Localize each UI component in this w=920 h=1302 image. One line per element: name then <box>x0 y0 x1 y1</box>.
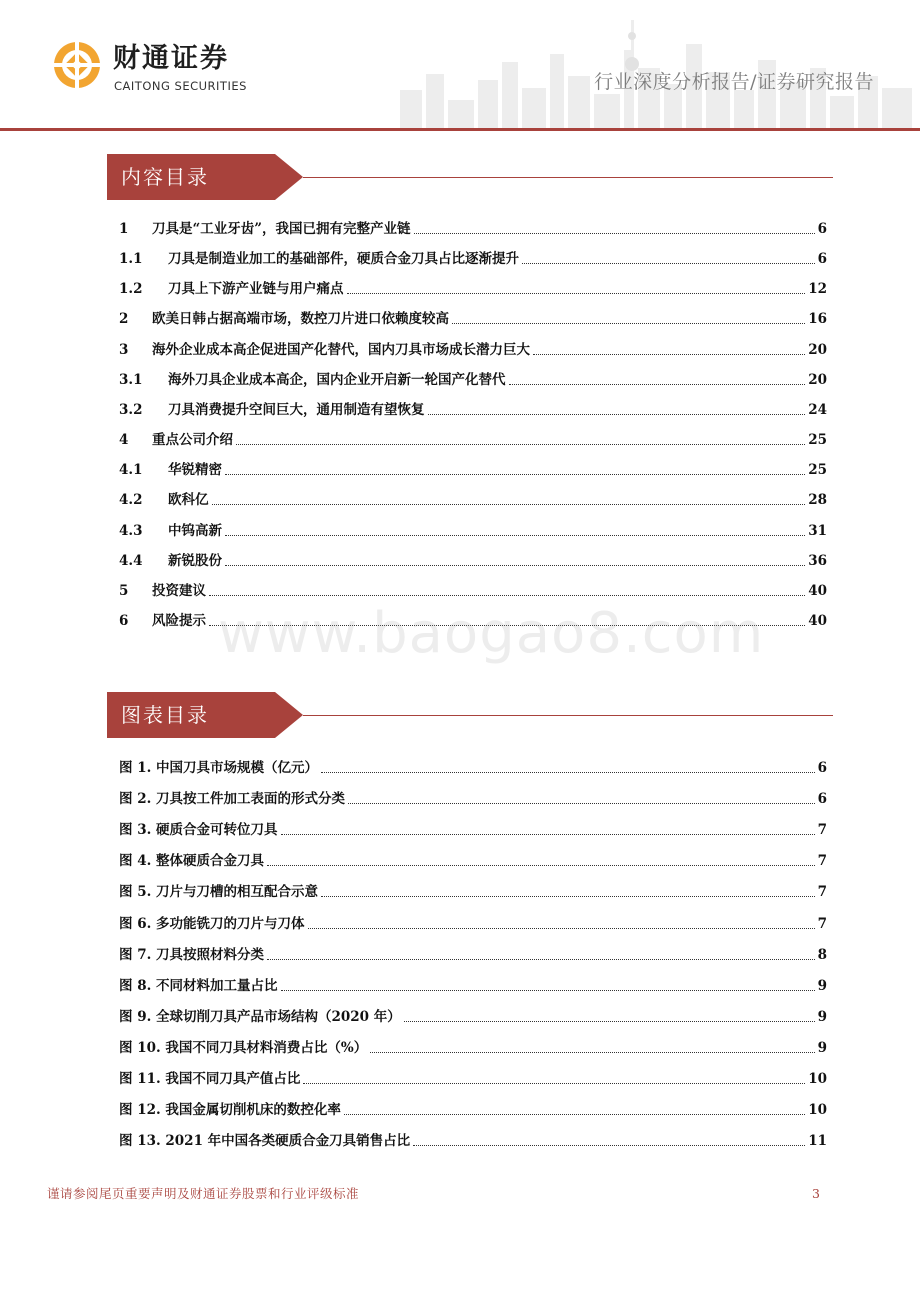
figure-entry[interactable] <box>119 1098 827 1120</box>
figure-entry-page: 9 <box>817 977 827 994</box>
toc-entry-number: 4.1 <box>119 462 143 479</box>
figure-entry[interactable] <box>119 849 827 871</box>
dot-leader <box>348 803 815 804</box>
toc-entry-number: 3.2 <box>119 401 143 418</box>
contents-heading-rule <box>303 177 833 178</box>
header-divider <box>0 128 920 131</box>
brand-name-en: CAITONG SECURITIES <box>114 79 247 93</box>
toc-entry-title: 海外企业成本高企促进国产化替代，国内刀具市场成长潜力巨大 <box>152 341 530 358</box>
toc-entry[interactable] <box>119 338 827 360</box>
figure-entry[interactable] <box>119 912 827 934</box>
toc-entry[interactable] <box>119 579 827 601</box>
toc-entry-number: 4.3 <box>119 522 143 539</box>
toc-entry[interactable] <box>119 217 827 239</box>
figure-entry-title: 图 8. 不同材料加工量占比 <box>119 977 278 994</box>
figure-entry-page: 6 <box>817 791 827 808</box>
caitong-logo-icon <box>52 40 102 90</box>
figure-entry-title: 图 4. 整体硬质合金刀具 <box>119 853 264 870</box>
dot-leader <box>404 1021 815 1022</box>
toc-entry-title: 中钨高新 <box>168 522 222 539</box>
toc-entry[interactable] <box>119 519 827 541</box>
toc-entry[interactable] <box>119 247 827 269</box>
toc-entry[interactable] <box>119 549 827 571</box>
dot-leader <box>212 504 806 505</box>
toc-entry-title: 风险提示 <box>152 612 206 629</box>
toc-entry-title: 华锐精密 <box>168 462 222 479</box>
toc-entry-page: 25 <box>808 432 827 449</box>
figure-entry-title: 图 11. 我国不同刀具产值占比 <box>119 1071 301 1087</box>
figure-entry[interactable] <box>119 974 827 996</box>
toc-entry-title: 刀具消费提升空间巨大，通用制造有望恢复 <box>168 401 425 418</box>
dot-leader <box>344 1114 805 1115</box>
dot-leader <box>522 263 815 264</box>
dot-leader <box>452 323 805 324</box>
figure-entry[interactable] <box>119 943 827 965</box>
figure-entry-title: 图 13. 2021 年中国各类硬质合金刀具销售占比 <box>119 1133 411 1150</box>
dot-leader <box>281 834 815 835</box>
dot-leader <box>347 293 806 294</box>
dot-leader <box>509 384 806 385</box>
dot-leader <box>303 1083 805 1084</box>
figure-entry-page: 11 <box>808 1133 827 1150</box>
toc-entry-number: 4.4 <box>119 552 143 569</box>
figure-entry[interactable] <box>119 756 827 778</box>
toc-entry-page: 16 <box>808 311 827 328</box>
figure-entry-title: 图 9. 全球切削刀具产品市场结构（2020 年） <box>119 1008 401 1025</box>
city-skyline-graphic <box>390 10 920 128</box>
toc-entry-page: 20 <box>808 341 827 358</box>
figure-entry-page: 7 <box>817 853 827 870</box>
figures-heading-label: 图表目录 <box>121 703 209 727</box>
dot-leader <box>267 959 815 960</box>
toc-entry-page: 25 <box>808 462 827 479</box>
toc-entry-number: 3.1 <box>119 371 143 388</box>
watermark: www.baogao8.com <box>218 601 765 666</box>
toc-entry-title: 投资建议 <box>152 582 206 599</box>
toc-entry-title: 海外刀具企业成本高企，国内企业开启新一轮国产化替代 <box>168 371 506 388</box>
figure-entry-title: 图 2. 刀具按工件加工表面的形式分类 <box>119 791 345 808</box>
dot-leader <box>321 772 815 773</box>
toc-entry-page: 6 <box>817 251 827 268</box>
dot-leader <box>533 354 805 355</box>
toc-entry[interactable] <box>119 488 827 510</box>
figure-entry-page: 6 <box>817 760 827 776</box>
page-header <box>0 0 920 135</box>
toc-entry-number: 4 <box>119 432 129 449</box>
figure-entry-title: 图 3. 硬质合金可转位刀具 <box>119 822 278 839</box>
figure-entry-title: 图 10. 我国不同刀具材料消费占比（%） <box>119 1039 368 1056</box>
figure-entry-page: 7 <box>817 884 827 901</box>
dot-leader <box>225 474 805 475</box>
figures-heading-rule <box>303 715 833 716</box>
figure-entry[interactable] <box>119 1067 827 1089</box>
toc-entry-number: 3 <box>119 341 129 358</box>
dot-leader <box>428 414 806 415</box>
toc-entry-page: 36 <box>808 552 827 569</box>
figure-entry[interactable] <box>119 1005 827 1027</box>
dot-leader <box>281 990 815 991</box>
dot-leader <box>225 565 805 566</box>
figure-entry-page: 8 <box>817 946 827 963</box>
toc-entry[interactable] <box>119 398 827 420</box>
toc-entry[interactable] <box>119 458 827 480</box>
dot-leader <box>236 444 805 445</box>
figure-entry-title: 图 7. 刀具按照材料分类 <box>119 946 264 963</box>
toc-entry-title: 刀具上下游产业链与用户痛点 <box>168 281 344 298</box>
dot-leader <box>413 1145 805 1146</box>
figure-entry-page: 7 <box>817 915 827 932</box>
footer-disclaimer: 谨请参阅尾页重要声明及财通证券股票和行业评级标准 <box>47 1186 360 1201</box>
report-type-label: 行业深度分析报告/证券研究报告 <box>594 71 874 93</box>
toc-entry[interactable] <box>119 368 827 390</box>
toc-entry-title: 欧美日韩占据高端市场，数控刀片进口依赖度较高 <box>152 311 449 328</box>
toc-entry-number: 1.1 <box>119 251 143 268</box>
figure-entry[interactable] <box>119 818 827 840</box>
contents-heading <box>107 154 833 200</box>
dot-leader <box>414 233 815 234</box>
dot-leader <box>267 865 815 866</box>
toc-entry-page: 6 <box>817 221 827 237</box>
toc-entry-title: 刀具是制造业加工的基础部件，硬质合金刀具占比逐渐提升 <box>168 251 519 268</box>
figure-entry-title: 图 5. 刀片与刀槽的相互配合示意 <box>119 884 318 901</box>
dot-leader <box>308 928 815 929</box>
dot-leader <box>209 595 805 596</box>
toc-entry-number: 1 <box>119 221 129 237</box>
toc-entry-page: 24 <box>808 401 827 418</box>
dot-leader <box>225 535 805 536</box>
figure-entry[interactable] <box>119 787 827 809</box>
figure-entry[interactable] <box>119 1036 827 1058</box>
toc-entry-number: 1.2 <box>119 281 143 298</box>
figure-entry-title: 图 12. 我国金属切削机床的数控化率 <box>119 1102 341 1119</box>
figure-entry-title: 图 1. 中国刀具市场规模（亿元） <box>119 760 318 776</box>
dot-leader <box>370 1052 814 1053</box>
toc-entry-title: 重点公司介绍 <box>152 432 233 449</box>
toc-entry-page: 20 <box>808 371 827 388</box>
figure-entry-page: 9 <box>817 1008 827 1025</box>
toc-entry-number: 4.2 <box>119 492 143 509</box>
toc-entry-page: 40 <box>808 582 827 599</box>
toc-entry-number: 2 <box>119 311 129 328</box>
toc-entry-page: 40 <box>808 612 827 629</box>
brand-name-cn: 财通证券 <box>113 43 229 74</box>
toc-entry[interactable] <box>119 307 827 329</box>
toc-entry-title: 刀具是“工业牙齿”，我国已拥有完整产业链 <box>152 221 411 237</box>
toc-entry-title: 欧科亿 <box>168 492 209 509</box>
toc-entry[interactable] <box>119 277 827 299</box>
figures-heading <box>107 692 833 738</box>
toc-entry-page: 28 <box>808 492 827 509</box>
figure-entry[interactable] <box>119 880 827 902</box>
toc-entry-number: 5 <box>119 582 129 599</box>
figure-entry-page: 9 <box>817 1039 827 1056</box>
toc-entry-page: 12 <box>808 281 827 298</box>
figure-entry-page: 10 <box>808 1102 827 1119</box>
toc-entry-title: 新锐股份 <box>168 552 222 569</box>
figure-entry[interactable] <box>119 1129 827 1151</box>
figure-entry-title: 图 6. 多功能铣刀的刀片与刀体 <box>119 915 305 932</box>
contents-heading-label: 内容目录 <box>121 165 209 189</box>
toc-entry[interactable] <box>119 428 827 450</box>
toc-entry-number: 6 <box>119 612 129 629</box>
figure-entry-page: 10 <box>808 1071 827 1087</box>
page-number: 3 <box>812 1186 820 1201</box>
toc-entry-page: 31 <box>808 522 827 539</box>
dot-leader <box>321 896 815 897</box>
figure-entry-page: 7 <box>817 822 827 839</box>
